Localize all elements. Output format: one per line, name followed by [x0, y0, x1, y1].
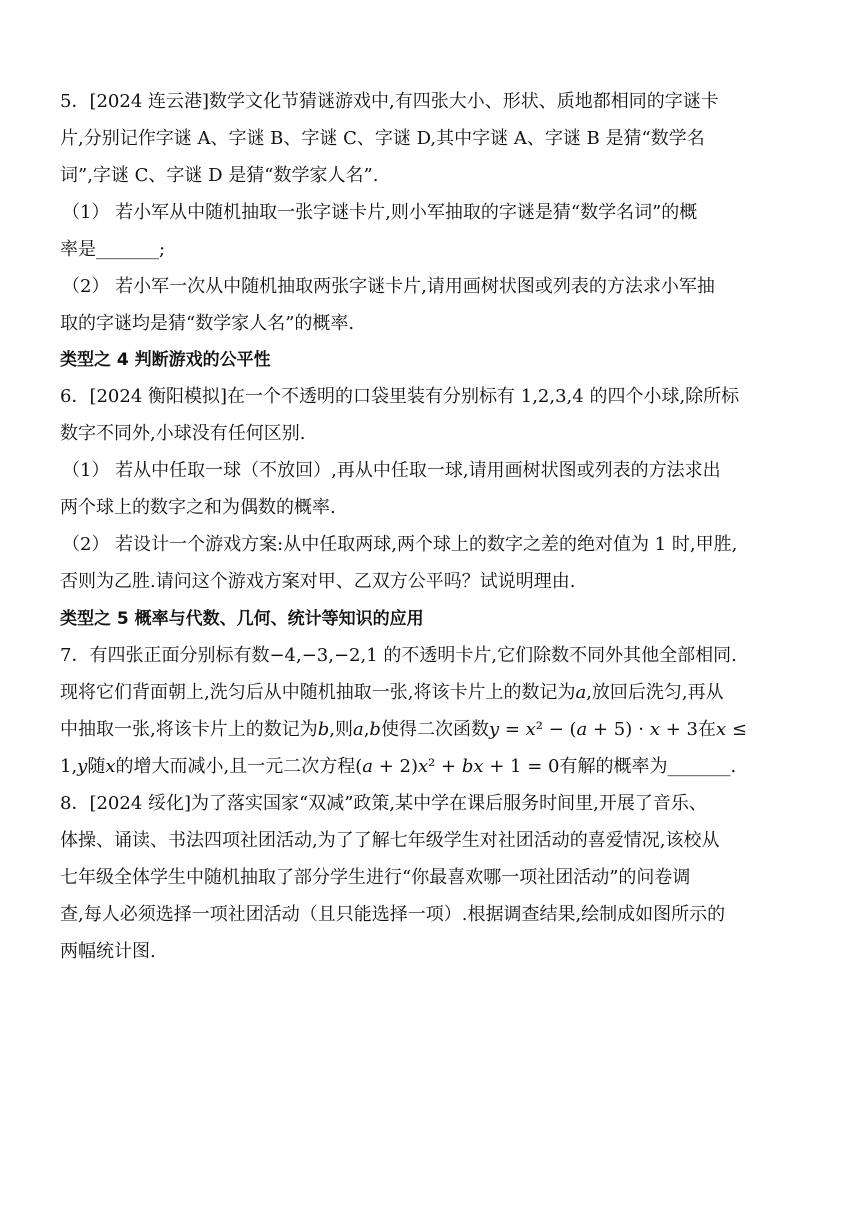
q6-stem-line-1: 6．[2024 衡阳模拟]在一个不透明的口袋里装有分别标有 1,2,3,4 的四个小球,除所标: [60, 386, 740, 407]
q5-stem-line-2: 片,分别记作字谜 A、字谜 B、字谜 C、字谜 D,其中字谜 A、字谜 B 是猜“数学名: [60, 128, 705, 149]
q5-part2-line-1: （2） 若小军一次从中随机抽取两张字谜卡片,请用画树状图或列表的方法求小军抽: [62, 276, 715, 297]
q7-line-3: 中抽取一张,将该卡片上的数记为𝑏,则𝑎,𝑏使得二次函数𝑦 = 𝑥² − (𝑎 + 5) ⋅ 𝑥 + 3在𝑥 ≤: [60, 719, 747, 740]
q8-line-3: 七年级全体学生中随机抽取了部分学生进行“你最喜欢哪一项社团活动”的问卷调: [60, 867, 691, 888]
q8-line-5: 两幅统计图.: [60, 941, 156, 962]
q6-part1-line-1: （1） 若从中任取一球（不放回）,再从中任取一球,请用画树状图或列表的方法求出: [62, 460, 721, 481]
q7-line-1: 7．有四张正面分别标有数−4,−3,−2,1 的不透明卡片,它们除数不同外其他全部相同.: [60, 645, 737, 666]
q8-line-1: 8．[2024 绥化]为了落实国家“双减”政策,某中学在课后服务时间里,开展了音乐、: [60, 793, 707, 814]
q8-line-4: 查,每人必须选择一项社团活动（且只能选择一项）.根据调查结果,绘制成如图所示的: [60, 904, 726, 925]
q6-stem-line-2: 数字不同外,小球没有任何区别.: [60, 423, 306, 444]
q8-line-2: 体操、诵读、书法四项社团活动,为了了解七年级学生对社团活动的喜爱情况,该校从: [60, 830, 720, 851]
q5-part2-line-2: 取的字谜均是猜“数学家人名”的概率.: [60, 313, 355, 334]
q6-part1-line-2: 两个球上的数字之和为偶数的概率.: [60, 497, 336, 518]
q7-line-2: 现将它们背面朝上,洗匀后从中随机抽取一张,将该卡片上的数记为𝑎,放回后洗匀,再从: [60, 682, 724, 703]
q5-part1-line-2: 率是_______;: [60, 239, 166, 260]
section-heading-type-5: 类型之 5 概率与代数、几何、统计等知识的应用: [60, 609, 424, 629]
q7-line-4: 1,𝑦随𝑥的增大而减小,且一元二次方程(𝑎 + 2)𝑥² + 𝑏𝑥 + 1 = 0有解的概率为_______.: [60, 756, 737, 777]
q5-stem-line-1: 5．[2024 连云港]数学文化节猜谜游戏中,有四张大小、形状、质地都相同的字谜卡: [60, 91, 719, 112]
q5-stem-line-3: 词”,字谜 C、字谜 D 是猜“数学家人名”.: [60, 165, 379, 186]
section-heading-type-4: 类型之 4 判断游戏的公平性: [60, 350, 271, 370]
q6-part2-line-1: （2） 若设计一个游戏方案:从中任取两球,两个球上的数字之差的绝对值为 1 时,甲胜,: [62, 534, 738, 555]
q6-part2-line-2: 否则为乙胜.请问这个游戏方案对甲、乙双方公平吗？试说明理由.: [60, 571, 576, 592]
q5-part1-line-1: （1） 若小军从中随机抽取一张字谜卡片,则小军抽取的字谜是猜“数学名词”的概: [62, 202, 698, 223]
